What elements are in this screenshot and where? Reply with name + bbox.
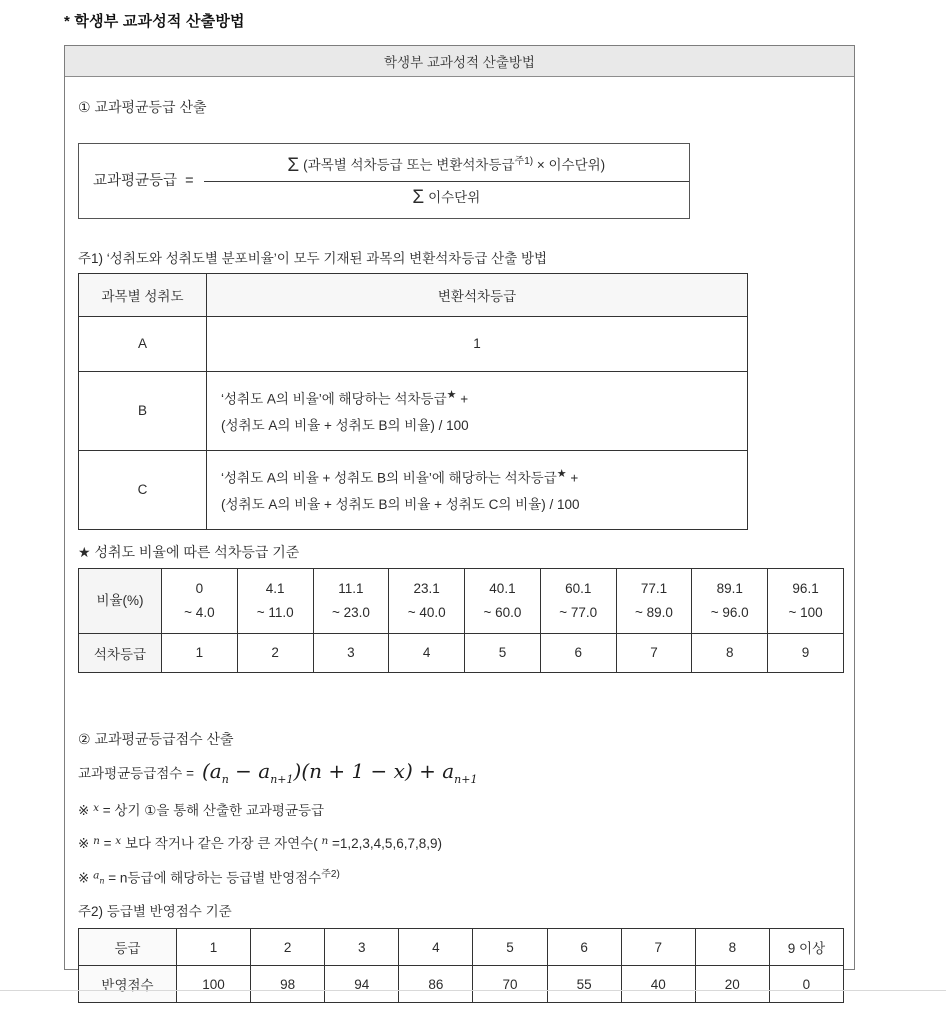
conversion-line-2: (성취도 A의 비율 + 성취도 B의 비율 + 성취도 C의 비율) / 100 xyxy=(221,496,580,512)
math-var-n: n xyxy=(93,834,100,847)
grade-header-cell: 3 xyxy=(325,929,399,966)
page-title: * 학생부 교과성적 산출방법 xyxy=(64,13,245,30)
footnote1-text: 주1) ‘성취도와 성취도별 분포비율’이 모두 기재된 과목의 변환석차등급 산출 방법 xyxy=(78,250,548,266)
grade-cell: 2 xyxy=(237,633,313,672)
score-label-cell: 반영점수 xyxy=(79,966,177,1003)
score-cell: 98 xyxy=(251,966,325,1003)
score-cell: 55 xyxy=(547,966,621,1003)
range-bottom: ~ 96.0 xyxy=(710,604,749,620)
score-cell: 94 xyxy=(325,966,399,1003)
conversion-text: ‘성취도 A의 비율’에 해당하는 석차등급 xyxy=(221,391,447,407)
note-text: = 상기 ①을 통해 산출한 교과평균등급 xyxy=(102,802,325,818)
note-text: 보다 작거나 같은 가장 큰 자연수( xyxy=(124,835,322,851)
score-cell: 70 xyxy=(473,966,547,1003)
conversion-cell: 1 xyxy=(207,316,748,371)
achievement-cell: C xyxy=(79,450,207,529)
grade-header-cell: 9 이상 xyxy=(769,929,843,966)
table-row-c xyxy=(79,450,748,529)
formula-denominator xyxy=(204,182,689,208)
grade-header-cell: 5 xyxy=(473,929,547,966)
achievement-cell: B xyxy=(79,371,207,450)
page-bottom-divider xyxy=(0,990,946,991)
grade-header-cell: 7 xyxy=(621,929,695,966)
grade-cell: 3 xyxy=(313,633,389,672)
math-var-n: n xyxy=(321,834,329,847)
grade-header-cell: 1 xyxy=(177,929,251,966)
section1-heading: ① 교과평균등급 산출 xyxy=(78,99,207,115)
footnote2-ref: 주2) xyxy=(321,868,340,880)
score-formula-line xyxy=(78,759,841,786)
range-top: 23.1 xyxy=(413,580,440,596)
star-note-heading: ★ 성취도 비율에 따른 석차등급 기준 xyxy=(78,543,300,560)
percentile-rank-table xyxy=(78,568,844,673)
math-var-x: x xyxy=(115,834,122,847)
range-bottom: ~ 77.0 xyxy=(559,604,598,620)
sigma-symbol: Σ xyxy=(412,186,425,208)
math-subscript: n+1 xyxy=(454,772,478,786)
grade-header-cell: 4 xyxy=(399,929,473,966)
ratio-range-cell xyxy=(616,568,692,633)
conversion-text-tail: + xyxy=(566,470,579,486)
grade-header-row xyxy=(79,929,844,966)
denominator-text: 이수단위 xyxy=(428,189,481,205)
ratio-range-cell xyxy=(237,568,313,633)
math-var-a-sub: n xyxy=(99,876,105,885)
grade-cell: 4 xyxy=(389,633,465,672)
achievement-cell: A xyxy=(79,316,207,371)
conversion-text: ‘성취도 A의 비율 + 성취도 B의 비율’에 해당하는 석차등급 xyxy=(221,470,557,486)
conversion-text-tail: + xyxy=(456,391,469,407)
conversion-column-header: 변환석차등급 xyxy=(207,273,748,316)
numerator-tail: × 이수단위) xyxy=(533,157,606,173)
reference-marker: ※ xyxy=(78,870,90,885)
grade-header-cell: 2 xyxy=(251,929,325,966)
range-top: 89.1 xyxy=(716,580,743,596)
ratio-range-cell xyxy=(768,568,844,633)
note-x-definition xyxy=(78,799,841,819)
grade-cell: 6 xyxy=(540,633,616,672)
footnote2-heading: 주2) 등급별 반영점수 기준 xyxy=(78,904,232,919)
math-var-a: a xyxy=(93,869,100,881)
range-top: 4.1 xyxy=(265,580,285,596)
math-subscript: n+1 xyxy=(270,772,294,786)
grade-header-cell: 6 xyxy=(547,929,621,966)
math-part: − a xyxy=(228,758,271,783)
ratio-range-cell xyxy=(540,568,616,633)
ratio-range-cell xyxy=(692,568,768,633)
achievement-column-header: 과목별 성취도 xyxy=(79,273,207,316)
table-row-a xyxy=(79,316,748,371)
range-top: 11.1 xyxy=(338,580,364,596)
panel-body xyxy=(65,97,854,1003)
conversion-cell xyxy=(207,450,748,529)
grade-header-cell: 8 xyxy=(695,929,769,966)
range-bottom: ~ 60.0 xyxy=(483,604,522,620)
score-cell: 100 xyxy=(177,966,251,1003)
grade-cell: 1 xyxy=(162,633,238,672)
range-bottom: ~ 89.0 xyxy=(635,604,673,620)
table-header-row xyxy=(79,273,748,316)
range-top: 77.1 xyxy=(640,580,668,596)
math-subscript: n xyxy=(221,772,229,786)
grade-row xyxy=(79,633,844,672)
grade-score-table xyxy=(78,928,844,1003)
score-formula-label: 교과평균등급점수 = xyxy=(78,766,194,781)
equals-sign: = xyxy=(103,835,112,851)
ratio-range-cell xyxy=(162,568,238,633)
formula-fraction xyxy=(204,152,689,208)
range-top: 96.1 xyxy=(792,580,819,596)
math-var-x: x xyxy=(93,801,99,814)
conversion-grade-table xyxy=(78,273,748,530)
panel-header-title: 학생부 교과성적 산출방법 xyxy=(384,55,535,70)
note-an-definition xyxy=(78,865,841,887)
conversion-line-1 xyxy=(221,382,733,413)
range-bottom: ~ 11.0 xyxy=(256,604,294,620)
score-cell: 20 xyxy=(695,966,769,1003)
grade-cell: 8 xyxy=(692,633,768,672)
calculation-method-panel xyxy=(64,45,855,993)
score-cell: 0 xyxy=(769,966,843,1003)
range-bottom: ~ 100 xyxy=(788,604,823,620)
average-grade-formula-box xyxy=(78,143,690,219)
numerator-text: (과목별 석차등급 또는 변환석차등급 xyxy=(303,157,515,173)
grade-header-label-cell: 등급 xyxy=(79,929,177,966)
range-bottom: ~ 40.0 xyxy=(407,604,446,620)
grade-cell: 5 xyxy=(465,633,541,672)
ratio-range-cell xyxy=(389,568,465,633)
footnote1-ref: 주1) xyxy=(514,156,534,167)
star-ref-icon: ★ xyxy=(446,389,457,402)
conversion-cell xyxy=(207,371,748,450)
table-row-b xyxy=(79,371,748,450)
star-ref-icon: ★ xyxy=(556,468,567,481)
score-row xyxy=(79,966,844,1003)
sigma-symbol: Σ xyxy=(287,154,300,176)
ratio-label-cell: 비율(%) xyxy=(79,568,162,633)
math-part: )(n + 1 − x) + a xyxy=(293,758,455,783)
note-text-tail: =1,2,3,4,5,6,7,8,9) xyxy=(328,835,442,851)
range-top: 0 xyxy=(195,580,204,596)
ratio-range-cell xyxy=(465,568,541,633)
conversion-line-2: (성취도 A의 비율 + 성취도 B의 비율) / 100 xyxy=(221,417,469,433)
note-text: = n등급에 해당하는 등급별 반영점수 xyxy=(104,870,322,885)
ratio-row xyxy=(79,568,844,633)
formula-lhs: 교과평균등급 = xyxy=(93,173,194,190)
range-top: 40.1 xyxy=(489,580,516,596)
math-part: (a xyxy=(201,758,222,783)
formula-numerator xyxy=(204,152,689,182)
range-bottom: ~ 23.0 xyxy=(331,604,370,620)
grade-cell: 9 xyxy=(768,633,844,672)
note-n-definition xyxy=(78,832,841,852)
score-cell: 40 xyxy=(621,966,695,1003)
grade-cell: 7 xyxy=(616,633,692,672)
score-cell: 86 xyxy=(399,966,473,1003)
range-top: 60.1 xyxy=(565,580,592,596)
score-formula-math xyxy=(202,759,478,786)
section2-heading: ② 교과평균등급점수 산출 xyxy=(78,730,234,747)
grade-label-cell: 석차등급 xyxy=(79,633,162,672)
reference-marker: ※ xyxy=(78,802,90,818)
conversion-line-1 xyxy=(221,461,733,492)
ratio-range-cell xyxy=(313,568,389,633)
reference-marker: ※ xyxy=(78,835,90,851)
panel-header xyxy=(65,46,854,77)
range-bottom: ~ 4.0 xyxy=(184,604,215,620)
